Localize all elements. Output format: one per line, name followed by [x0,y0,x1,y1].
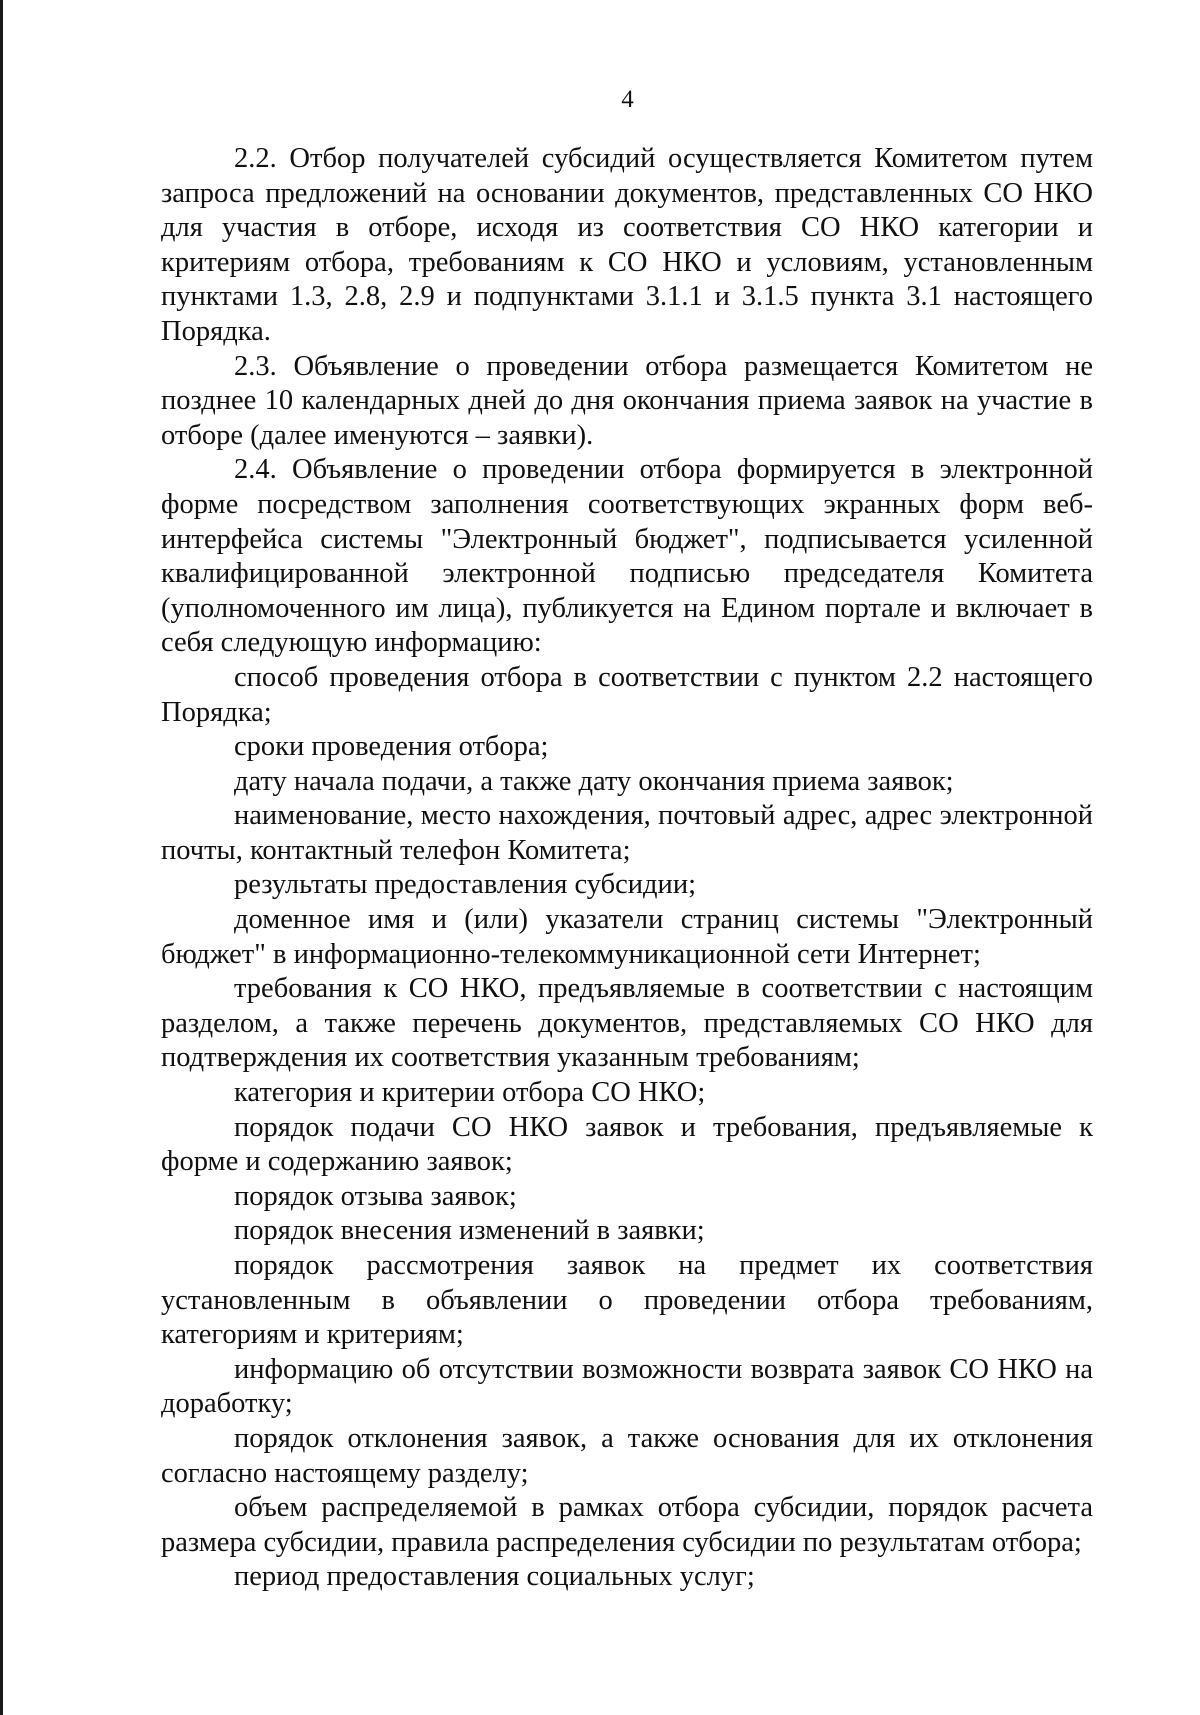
list-item: информацию об отсутствии возможности возврата заявок СО НКО на доработку; [161,1353,1093,1420]
list-item: способ проведения отбора в соответствии с пунктом 2.2 настоящего Порядка; [161,661,1093,728]
list-item: порядок подачи СО НКО заявок и требования, предъявляемые к форме и содержанию заявок; [161,1111,1093,1178]
list-item: объем распределяемой в рамках отбора субсидии, порядок расчета размера субсидии, правила распределения субсидии по результатам отбора; [161,1492,1093,1558]
document-body [161,142,1093,1595]
list-item: сроки проведения отбора; [234,731,549,763]
list-item: порядок внесения изменений в заявки; [234,1215,705,1247]
paragraph-2-3: 2.3. Объявление о проведении отбора размещается Комитетом не позднее 10 календарных дней до дня окончания приема заявок на участие в отборе (далее именуются – заявки). [161,350,1093,451]
list-item: доменное имя и (или) указатели страниц системы "Электронный бюджет" в информационно-телекоммуникационной сети Интернет; [161,904,1093,970]
paragraph-2-2: 2.2. Отбор получателей субсидий осуществляется Комитетом путем запроса предложений на основании документов, представленных СО НКО для участия в отборе, исходя из соответствия СО НКО категории и критериям отбора, требованиям к СО НКО и условиям, установленным пунктами 1.3, 2.8, 2.9 и подпунктами 3.1.1 и 3.1.5 пункта 3.1 настоящего Порядка. [161,143,1093,347]
list-item: порядок отклонения заявок, а также основания для их отклонения согласно настоящему разделу; [161,1422,1093,1489]
list-item: порядок рассмотрения заявок на предмет их соответствия установленным в объявлении о проведении отбора требованиям, категориям и критериям; [161,1250,1093,1351]
list-item: период предоставления социальных услуг; [234,1561,755,1593]
list-item: порядок отзыва заявок; [234,1180,517,1212]
list-item: требования к СО НКО, предъявляемые в соответствии с настоящим разделом, а также перечень документов, представляемых СО НКО для подтверждения их соответствия указанным требованиям; [161,973,1093,1074]
list-item: наименование, место нахождения, почтовый адрес, адрес электронной почты, контактный телефон Комитета; [161,800,1093,866]
list-item: категория и критерии отбора СО НКО; [234,1077,706,1109]
list-item: результаты предоставления субсидии; [234,869,696,901]
page-number: 4 [621,86,634,113]
scan-edge-line [0,0,3,1715]
list-item: дату начала подачи, а также дату окончания приема заявок; [234,765,954,797]
paragraph-2-4: 2.4. Объявление о проведении отбора формируется в электронной форме посредством заполнения соответствующих экранных форм веб-интерфейса системы "Электронный бюджет", подписывается усиленной квалифицированной электронной подписью председателя Комитета (уполномоченного им лица), публикуется на Едином портале и включает в себя следующую информацию: [161,454,1093,659]
